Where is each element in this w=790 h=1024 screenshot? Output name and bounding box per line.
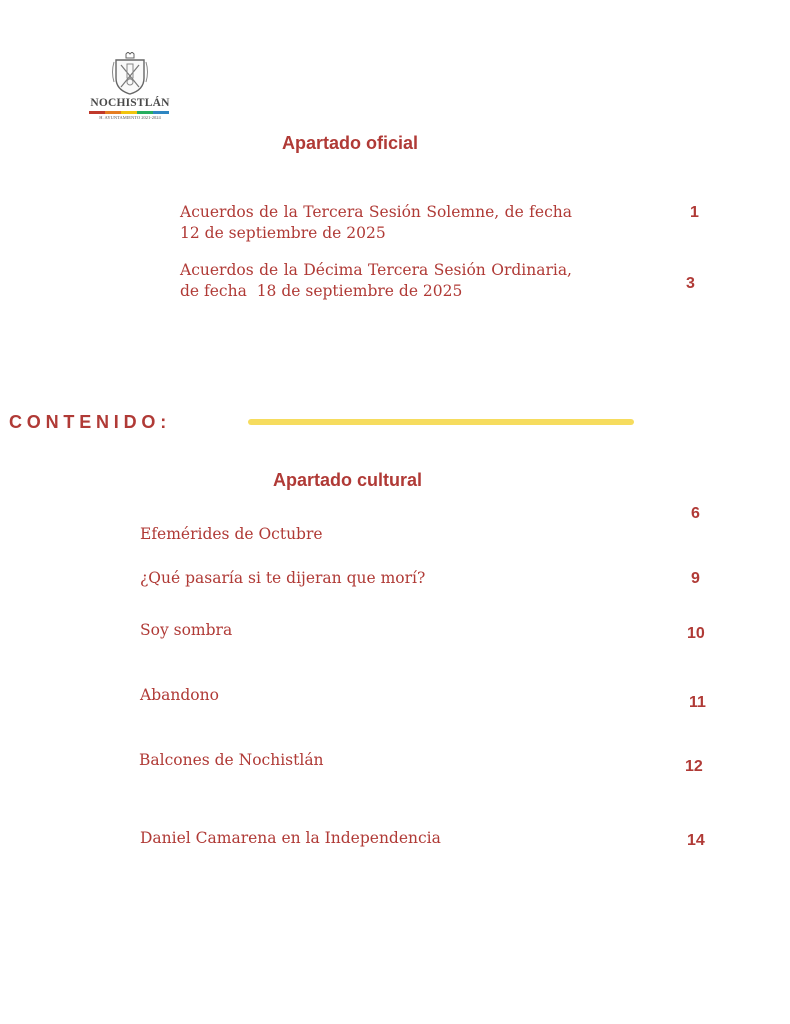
cultural-entry-2-page: 9 bbox=[691, 570, 700, 587]
official-section-heading: Apartado oficial bbox=[282, 133, 419, 153]
official-entry-1-page: 1 bbox=[690, 204, 699, 221]
official-entry-2-page: 3 bbox=[686, 275, 695, 292]
logo-subtitle: H. AYUNTAMIENTO 2021-2024 bbox=[99, 115, 161, 120]
cultural-entry-5-page: 12 bbox=[685, 758, 703, 775]
cultural-entry-6-page: 14 bbox=[687, 832, 705, 849]
cultural-section-heading: Apartado cultural bbox=[273, 470, 423, 490]
cultural-entry-3-page: 10 bbox=[687, 625, 705, 642]
logo-name: NOCHISTLÁN bbox=[90, 97, 170, 109]
cultural-entry-2-title[interactable]: ¿Qué pasaría si te dijeran que morí? bbox=[140, 569, 426, 587]
official-entry-1-line2: 12 de septiembre de 2025 bbox=[180, 224, 386, 242]
logo-color-stripe bbox=[89, 111, 169, 114]
cultural-entry-3-title[interactable]: Soy sombra bbox=[140, 621, 233, 639]
cultural-entry-6-title[interactable]: Daniel Camarena en la Independencia bbox=[140, 829, 441, 847]
cultural-entry-5-title[interactable]: Balcones de Nochistlán bbox=[139, 751, 324, 769]
cultural-entry-1-title[interactable]: Efemérides de Octubre bbox=[140, 525, 323, 543]
official-entry-2-line1: Acuerdos de la Décima Tercera Sesión Ordinaria, bbox=[180, 261, 572, 279]
contents-label: CONTENIDO: bbox=[9, 412, 171, 432]
official-entry-2[interactable] bbox=[180, 261, 572, 300]
official-entry-2-line2: de fecha 18 de septiembre de 2025 bbox=[180, 282, 463, 300]
cultural-entry-1-page: 6 bbox=[691, 505, 700, 522]
official-entry-1[interactable] bbox=[180, 203, 572, 242]
decorative-yellow-bar bbox=[248, 419, 634, 425]
coat-of-arms-icon bbox=[110, 52, 150, 96]
official-entry-1-line1: Acuerdos de la Tercera Sesión Solemne, de fecha bbox=[180, 203, 572, 221]
cultural-entry-4-page: 11 bbox=[689, 694, 706, 711]
municipal-logo bbox=[86, 52, 174, 122]
cultural-entry-4-title[interactable]: Abandono bbox=[140, 686, 219, 704]
